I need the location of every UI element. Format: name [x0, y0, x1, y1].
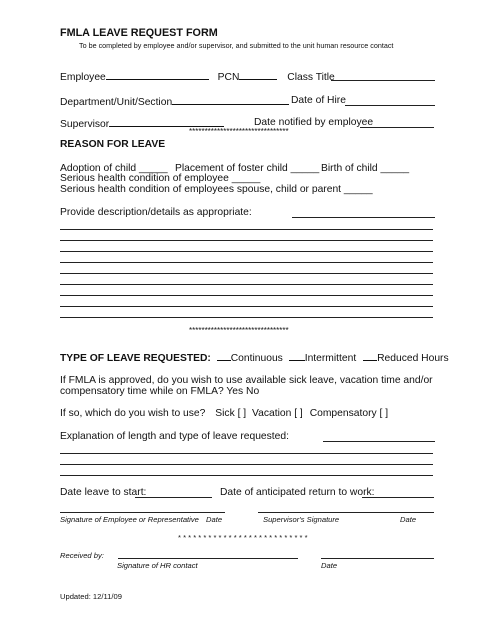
- foster-option[interactable]: Placement of foster child _____: [175, 163, 320, 174]
- leave-type-row: [60, 351, 449, 365]
- updated-date: Updated: 12/11/09: [60, 592, 122, 601]
- hr-signature-caption: Signature of HR contact: [117, 561, 198, 570]
- description-line[interactable]: [60, 240, 433, 241]
- class-title-field[interactable]: [331, 80, 435, 81]
- description-line[interactable]: [60, 273, 433, 274]
- employee-signature-caption: Signature of Employee or Representative: [60, 515, 199, 524]
- description-label: Provide description/details as appropriate:: [60, 207, 252, 218]
- description-line[interactable]: [60, 317, 433, 318]
- pcn-label: PCN: [217, 72, 240, 83]
- class-title-label: Class Title: [287, 72, 335, 83]
- reduced-blank[interactable]: [363, 351, 377, 361]
- serious-employee-option[interactable]: Serious health condition of employee _____: [60, 173, 261, 184]
- which-use-label: If so, which do you wish to use?: [60, 408, 206, 419]
- date-start-field[interactable]: [135, 497, 212, 498]
- department-field[interactable]: [172, 95, 289, 105]
- employee-signature-line[interactable]: [60, 512, 225, 513]
- received-date-line[interactable]: [321, 558, 434, 559]
- separator-stars: ********************************: [189, 326, 289, 335]
- department-row: [60, 95, 289, 109]
- employee-row: [60, 70, 335, 84]
- fmla-question-line1: If FMLA is approved, do you wish to use available sick leave, vacation time and/or: [60, 375, 433, 386]
- description-line[interactable]: [292, 217, 435, 218]
- description-line[interactable]: [60, 295, 433, 296]
- reduced-hours-option[interactable]: Reduced Hours: [377, 353, 449, 364]
- explanation-line[interactable]: [60, 453, 433, 454]
- date-notified-label: Date notified by employee: [254, 117, 374, 128]
- fmla-question-line2[interactable]: compensatory time while on FMLA? Yes No: [60, 386, 260, 397]
- compensatory-checkbox[interactable]: Compensatory [ ]: [309, 408, 389, 419]
- form-title: FMLA LEAVE REQUEST FORM: [60, 27, 218, 39]
- received-date-caption: Date: [321, 561, 338, 570]
- leave-type-heading: TYPE OF LEAVE REQUESTED:: [60, 353, 211, 364]
- supervisor-signature-line[interactable]: [258, 512, 434, 513]
- date-caption: Date: [400, 515, 417, 524]
- date-start-label: Date leave to start:: [60, 487, 147, 498]
- date-return-label: Date of anticipated return to work:: [220, 487, 375, 498]
- description-line[interactable]: [60, 306, 433, 307]
- birth-option[interactable]: Birth of child _____: [321, 163, 410, 174]
- pcn-field[interactable]: [239, 70, 277, 80]
- adoption-option[interactable]: Adoption of child _____: [60, 163, 168, 174]
- date-caption: Date: [206, 515, 223, 524]
- sick-checkbox[interactable]: Sick [ ]: [215, 408, 247, 419]
- received-by-label: Received by:: [60, 551, 104, 560]
- form-subtitle: To be completed by employee and/or supervisor, and submitted to the unit human resource contact: [79, 41, 394, 50]
- hr-signature-line[interactable]: [118, 558, 298, 559]
- continuous-option[interactable]: Continuous: [230, 353, 283, 364]
- separator-stars: ********************************: [189, 127, 289, 136]
- serious-family-option[interactable]: Serious health condition of employees spouse, child or parent _____: [60, 184, 373, 195]
- vacation-checkbox[interactable]: Vacation [ ]: [252, 408, 303, 419]
- date-return-field[interactable]: [362, 497, 434, 498]
- explanation-line[interactable]: [60, 464, 433, 465]
- date-of-hire-field[interactable]: [345, 105, 435, 106]
- date-notified-field[interactable]: [360, 127, 434, 128]
- description-line[interactable]: [60, 262, 433, 263]
- intermittent-option[interactable]: Intermittent: [304, 353, 357, 364]
- description-line[interactable]: [60, 251, 433, 252]
- department-label: Department/Unit/Section: [60, 97, 173, 108]
- which-use-row: [60, 408, 388, 420]
- separator-stars: * * * * * * * * * * * * * * * * * * * * * * * * * *: [178, 533, 308, 542]
- supervisor-field[interactable]: [109, 117, 224, 127]
- description-line[interactable]: [60, 284, 433, 285]
- supervisor-signature-caption: Supervisor's Signature: [263, 515, 340, 524]
- date-of-hire-label: Date of Hire: [291, 95, 346, 106]
- intermittent-blank[interactable]: [289, 351, 305, 361]
- explanation-label: Explanation of length and type of leave requested:: [60, 431, 289, 442]
- explanation-line[interactable]: [323, 441, 435, 442]
- employee-label: Employee: [60, 72, 106, 83]
- explanation-line[interactable]: [60, 475, 433, 476]
- continuous-blank[interactable]: [217, 351, 231, 361]
- reason-heading: REASON FOR LEAVE: [60, 139, 166, 150]
- description-line[interactable]: [60, 229, 433, 230]
- supervisor-label: Supervisor: [60, 119, 110, 130]
- employee-field[interactable]: [106, 70, 209, 80]
